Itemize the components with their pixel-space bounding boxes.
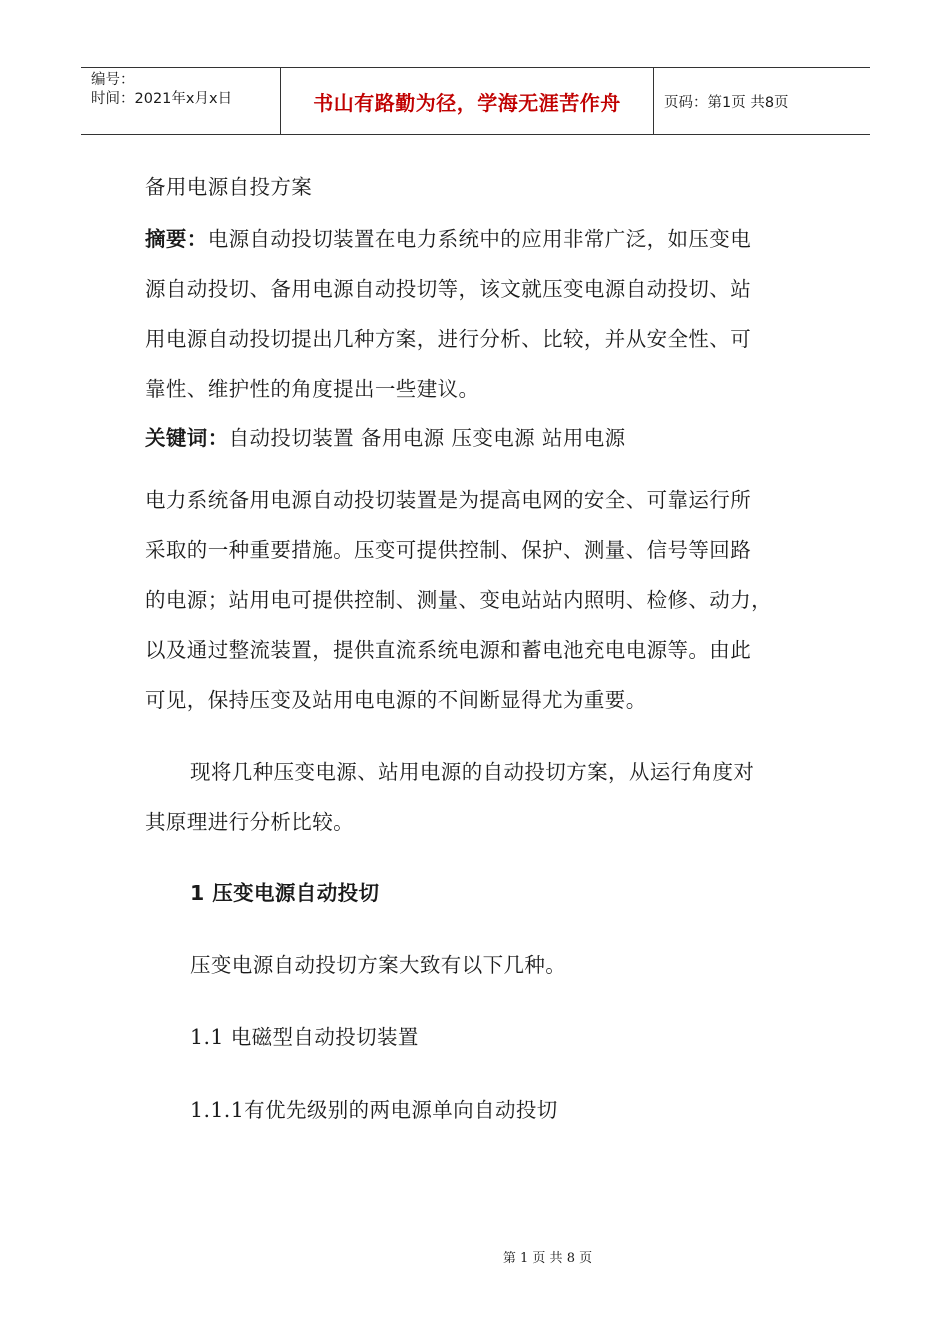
doc-title: 备用电源自投方案 (145, 175, 313, 199)
header-motto-cell (281, 68, 654, 134)
abstract-line-3: 用电源自动投切提出几种方案，进行分析、比较，并从安全性、可 (145, 327, 752, 351)
body1-line-3: 的电源；站用电可提供控制、测量、变电站站内照明、检修、动力， (145, 588, 772, 612)
section-1-1-heading: 1.1 电磁型自动投切装置 (190, 1025, 419, 1049)
body1-line-2: 采取的一种重要措施。压变可提供控制、保护、测量、信号等回路 (145, 538, 752, 562)
section-1-heading: 1 压变电源自动投切 (190, 881, 380, 905)
section-1-intro: 压变电源自动投切方案大致有以下几种。 (190, 953, 567, 977)
keywords-text: 自动投切装置 备用电源 压变电源 站用电源 (228, 426, 626, 450)
abstract-line-4: 靠性、维护性的角度提出一些建议。 (145, 377, 480, 401)
header-page-info-cell (654, 68, 870, 134)
keywords-label: 关键词： (145, 426, 229, 450)
body2-line-1: 现将几种压变电源、站用电源的自动投切方案，从运行角度对 (190, 760, 755, 784)
body1-line-4: 以及通过整流装置，提供直流系统电源和蓄电池充电电源等。由此 (145, 638, 752, 662)
header-left-cell (81, 68, 281, 134)
page-header (81, 67, 870, 135)
page-info: 页码：第1页 共8页 (664, 94, 789, 111)
body2-line-2: 其原理进行分析比较。 (145, 810, 354, 834)
page-footer (0, 1247, 950, 1266)
number-label: 编号： (91, 72, 135, 88)
time-label: 时间：2021年x月x日 (91, 91, 233, 107)
abstract-line-2: 源自动投切、备用电源自动投切等，该文就压变电源自动投切、站 (145, 277, 752, 301)
footer-page-number: 第 1 页 共 8 页 (502, 1251, 593, 1266)
body1-line-5: 可见，保持压变及站用电电源的不间断显得尤为重要。 (145, 688, 647, 712)
abstract-line-1: 摘要：电源自动投切装置在电力系统中的应用非常广泛，如压变电 (145, 227, 752, 251)
abstract-label: 摘要： (145, 227, 208, 251)
body1-line-1: 电力系统备用电源自动投切装置是为提高电网的安全、可靠运行所 (145, 488, 752, 512)
keywords-line (145, 421, 626, 451)
section-1-1-1-heading: 1.1.1有优先级别的两电源单向自动投切 (190, 1098, 558, 1122)
motto-text: 书山有路勤为径，学海无涯苦作舟 (313, 90, 621, 115)
